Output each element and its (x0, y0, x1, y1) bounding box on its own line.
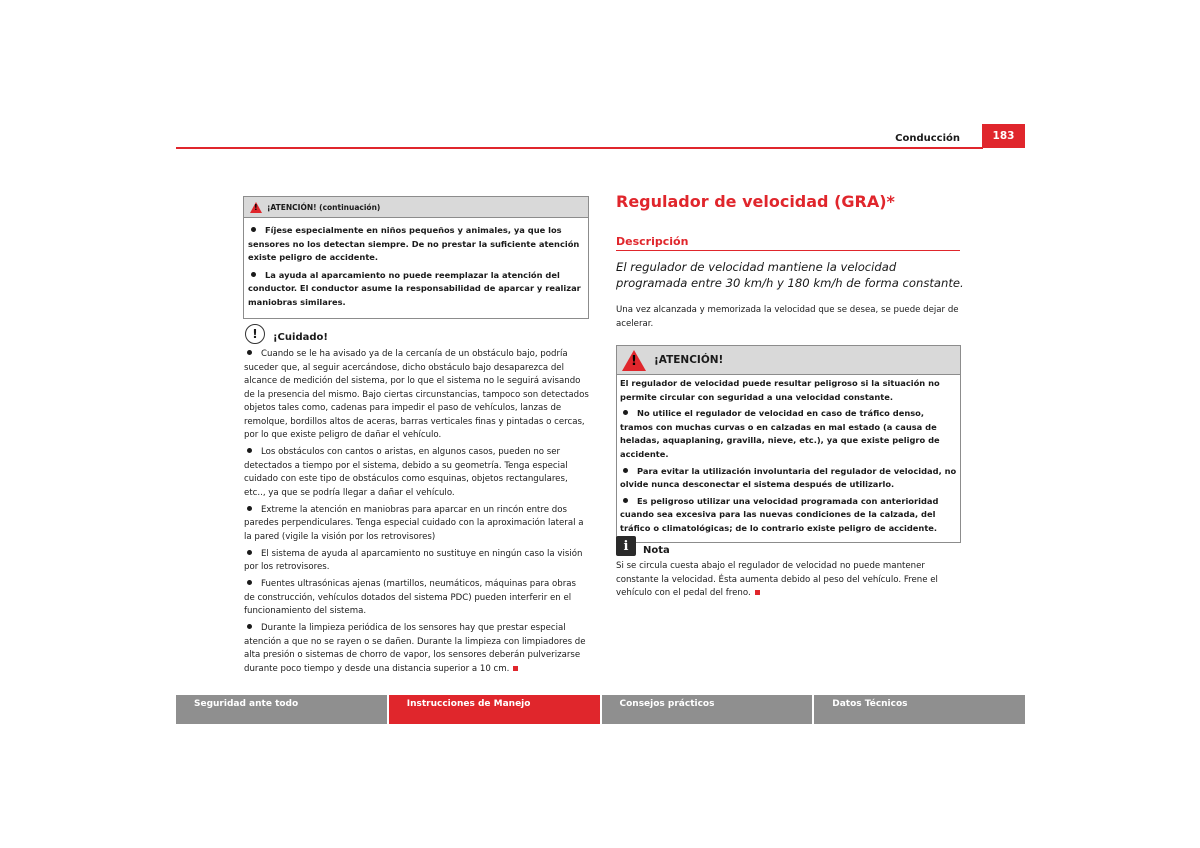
list-item: No utilice el regulador de velocidad en caso de tráfico denso, tramos con muchas curvas o en calzadas en mal estado (a causa de heladas, aquaplaning, gravilla, nieve, etc.), ya que existe peligro de accidente. (620, 408, 940, 459)
bullet-icon (247, 580, 252, 585)
lead-text: El regulador de velocidad mantiene la velocidad programada entre 30 km/h y 180 km/h de forma constante. (616, 260, 964, 290)
tab-consejos[interactable]: Consejos prácticos (602, 695, 815, 724)
tab-seguridad[interactable]: Seguridad ante todo (176, 695, 389, 724)
info-icon: i (616, 536, 636, 556)
section-title: Regulador de velocidad (GRA)* (616, 192, 895, 211)
bullet-icon (247, 350, 252, 355)
header-rule (176, 147, 983, 149)
caution-exclamation-icon: ! (245, 324, 265, 344)
caution-body (244, 348, 589, 680)
bullet-icon (247, 506, 252, 511)
warning-intro: El regulador de velocidad puede resultar peligroso si la situación no permite circular con seguridad a una velocidad constante. (620, 378, 940, 402)
bullet-icon (623, 498, 628, 503)
caution-title: ¡Cuidado! (273, 331, 328, 343)
list-item: Los obstáculos con cantos o aristas, en algunos casos, pueden no ser detectados a tiempo por el sistema, debido a su geometría. Tenga especial cuidado con este tipo de obstáculos como esquinas, objetos rectangulares, etc.., ya que se podría llegar a dañar el vehículo. (244, 447, 568, 498)
warning-continuation-box (243, 196, 589, 319)
bullet-icon (623, 468, 628, 473)
caution-heading (245, 324, 328, 344)
warning-header (617, 346, 960, 375)
tab-datos[interactable]: Datos Técnicos (814, 695, 1025, 724)
list-item: Durante la limpieza periódica de los sensores hay que prestar especial atención a que no se rayen o se dañen. Durante la limpieza con limpiadores de alta presión o sistemas de chorro de vapor, los sensores deberán pulverizarse durante poco tiempo y desde una distancia superior a 10 cm. (244, 623, 586, 674)
end-of-section-icon (513, 666, 518, 671)
bullet-icon (247, 448, 252, 453)
list-item: Extreme la atención en maniobras para aparcar en un rincón entre dos paredes perpendiculares. Tenga especial cuidado con la aproximación lateral a la pared (vigile la visión por los retrovisores) (244, 504, 584, 542)
list-item: Para evitar la utilización involuntaria del regulador de velocidad, no olvide nunca desconectar el sistema después de utilizarlo. (620, 465, 957, 490)
list-item: Es peligroso utilizar una velocidad programada con anterioridad cuando sea excesiva para las nuevas condiciones de la calzada, del tráfico o climatológicas; de lo contrario existe peligro de accidente. (620, 495, 939, 533)
end-of-section-icon (755, 590, 760, 595)
tab-instrucciones[interactable]: Instrucciones de Manejo (389, 695, 602, 724)
warning-box (616, 345, 961, 543)
warning-continuation-label: ¡ATENCIÓN! (continuación) (267, 202, 381, 212)
warning-triangle-icon: ! (250, 202, 262, 213)
warning-triangle-icon: ! (622, 350, 646, 371)
subsection-rule (616, 250, 960, 251)
subsection-title: Descripción (616, 235, 689, 248)
page-number: 183 (982, 124, 1025, 148)
warning-continuation-header (244, 197, 588, 218)
bullet-icon (247, 550, 252, 555)
bullet-icon (247, 624, 252, 629)
list-item: La ayuda al aparcamiento no puede reemplazar la atención del conductor. El conductor asume la responsabilidad de aparcar y realizar maniobras similares. (248, 269, 581, 307)
bullet-icon (623, 410, 628, 415)
list-item: El sistema de ayuda al aparcamiento no sustituye en ningún caso la visión por los retrovisores. (244, 548, 583, 572)
intro-text: Una vez alcanzada y memorizada la velocidad que se desea, se puede dejar de acelerar. (616, 305, 959, 329)
note-heading (616, 536, 670, 556)
bullet-icon (251, 272, 256, 277)
warning-label: ¡ATENCIÓN! (654, 354, 724, 366)
list-item: Cuando se le ha avisado ya de la cercanía de un obstáculo bajo, podría suceder que, al seguir acercándose, dicho obstáculo bajo desaparezca del alcance de medición del sistema, por lo que el sistema no le seguirá avisando de la presencia del mismo. Bajo ciertas circunstancias, tampoco son detectados objetos tales como, cadenas para impedir el paso de vehículos, lanzas de remolque, bordillos altos de aceras, barras verticales finas y pintadas o cercas, por lo que existe peligro de dañar el vehículo. (244, 349, 589, 440)
bullet-icon (251, 227, 256, 232)
chapter-tabs (176, 695, 1025, 724)
list-item: Fuentes ultrasónicas ajenas (martillos, neumáticos, máquinas para obras de construcción, vehículos dotados del sistema PDC) pueden interferir en el funcionamiento del sistema. (244, 579, 576, 616)
list-item: Fíjese especialmente en niños pequeños y animales, ya que los sensores no los detectan siempre. De no prestar la suficiente atención existe peligro de accidente. (248, 225, 580, 263)
running-header: Conducción (895, 133, 960, 144)
note-body: Si se circula cuesta abajo el regulador de velocidad no puede mantener constante la velocidad. Ésta aumenta debido al peso del vehículo. Frene el vehículo con el pedal del freno. (616, 561, 938, 598)
note-title: Nota (643, 544, 670, 556)
